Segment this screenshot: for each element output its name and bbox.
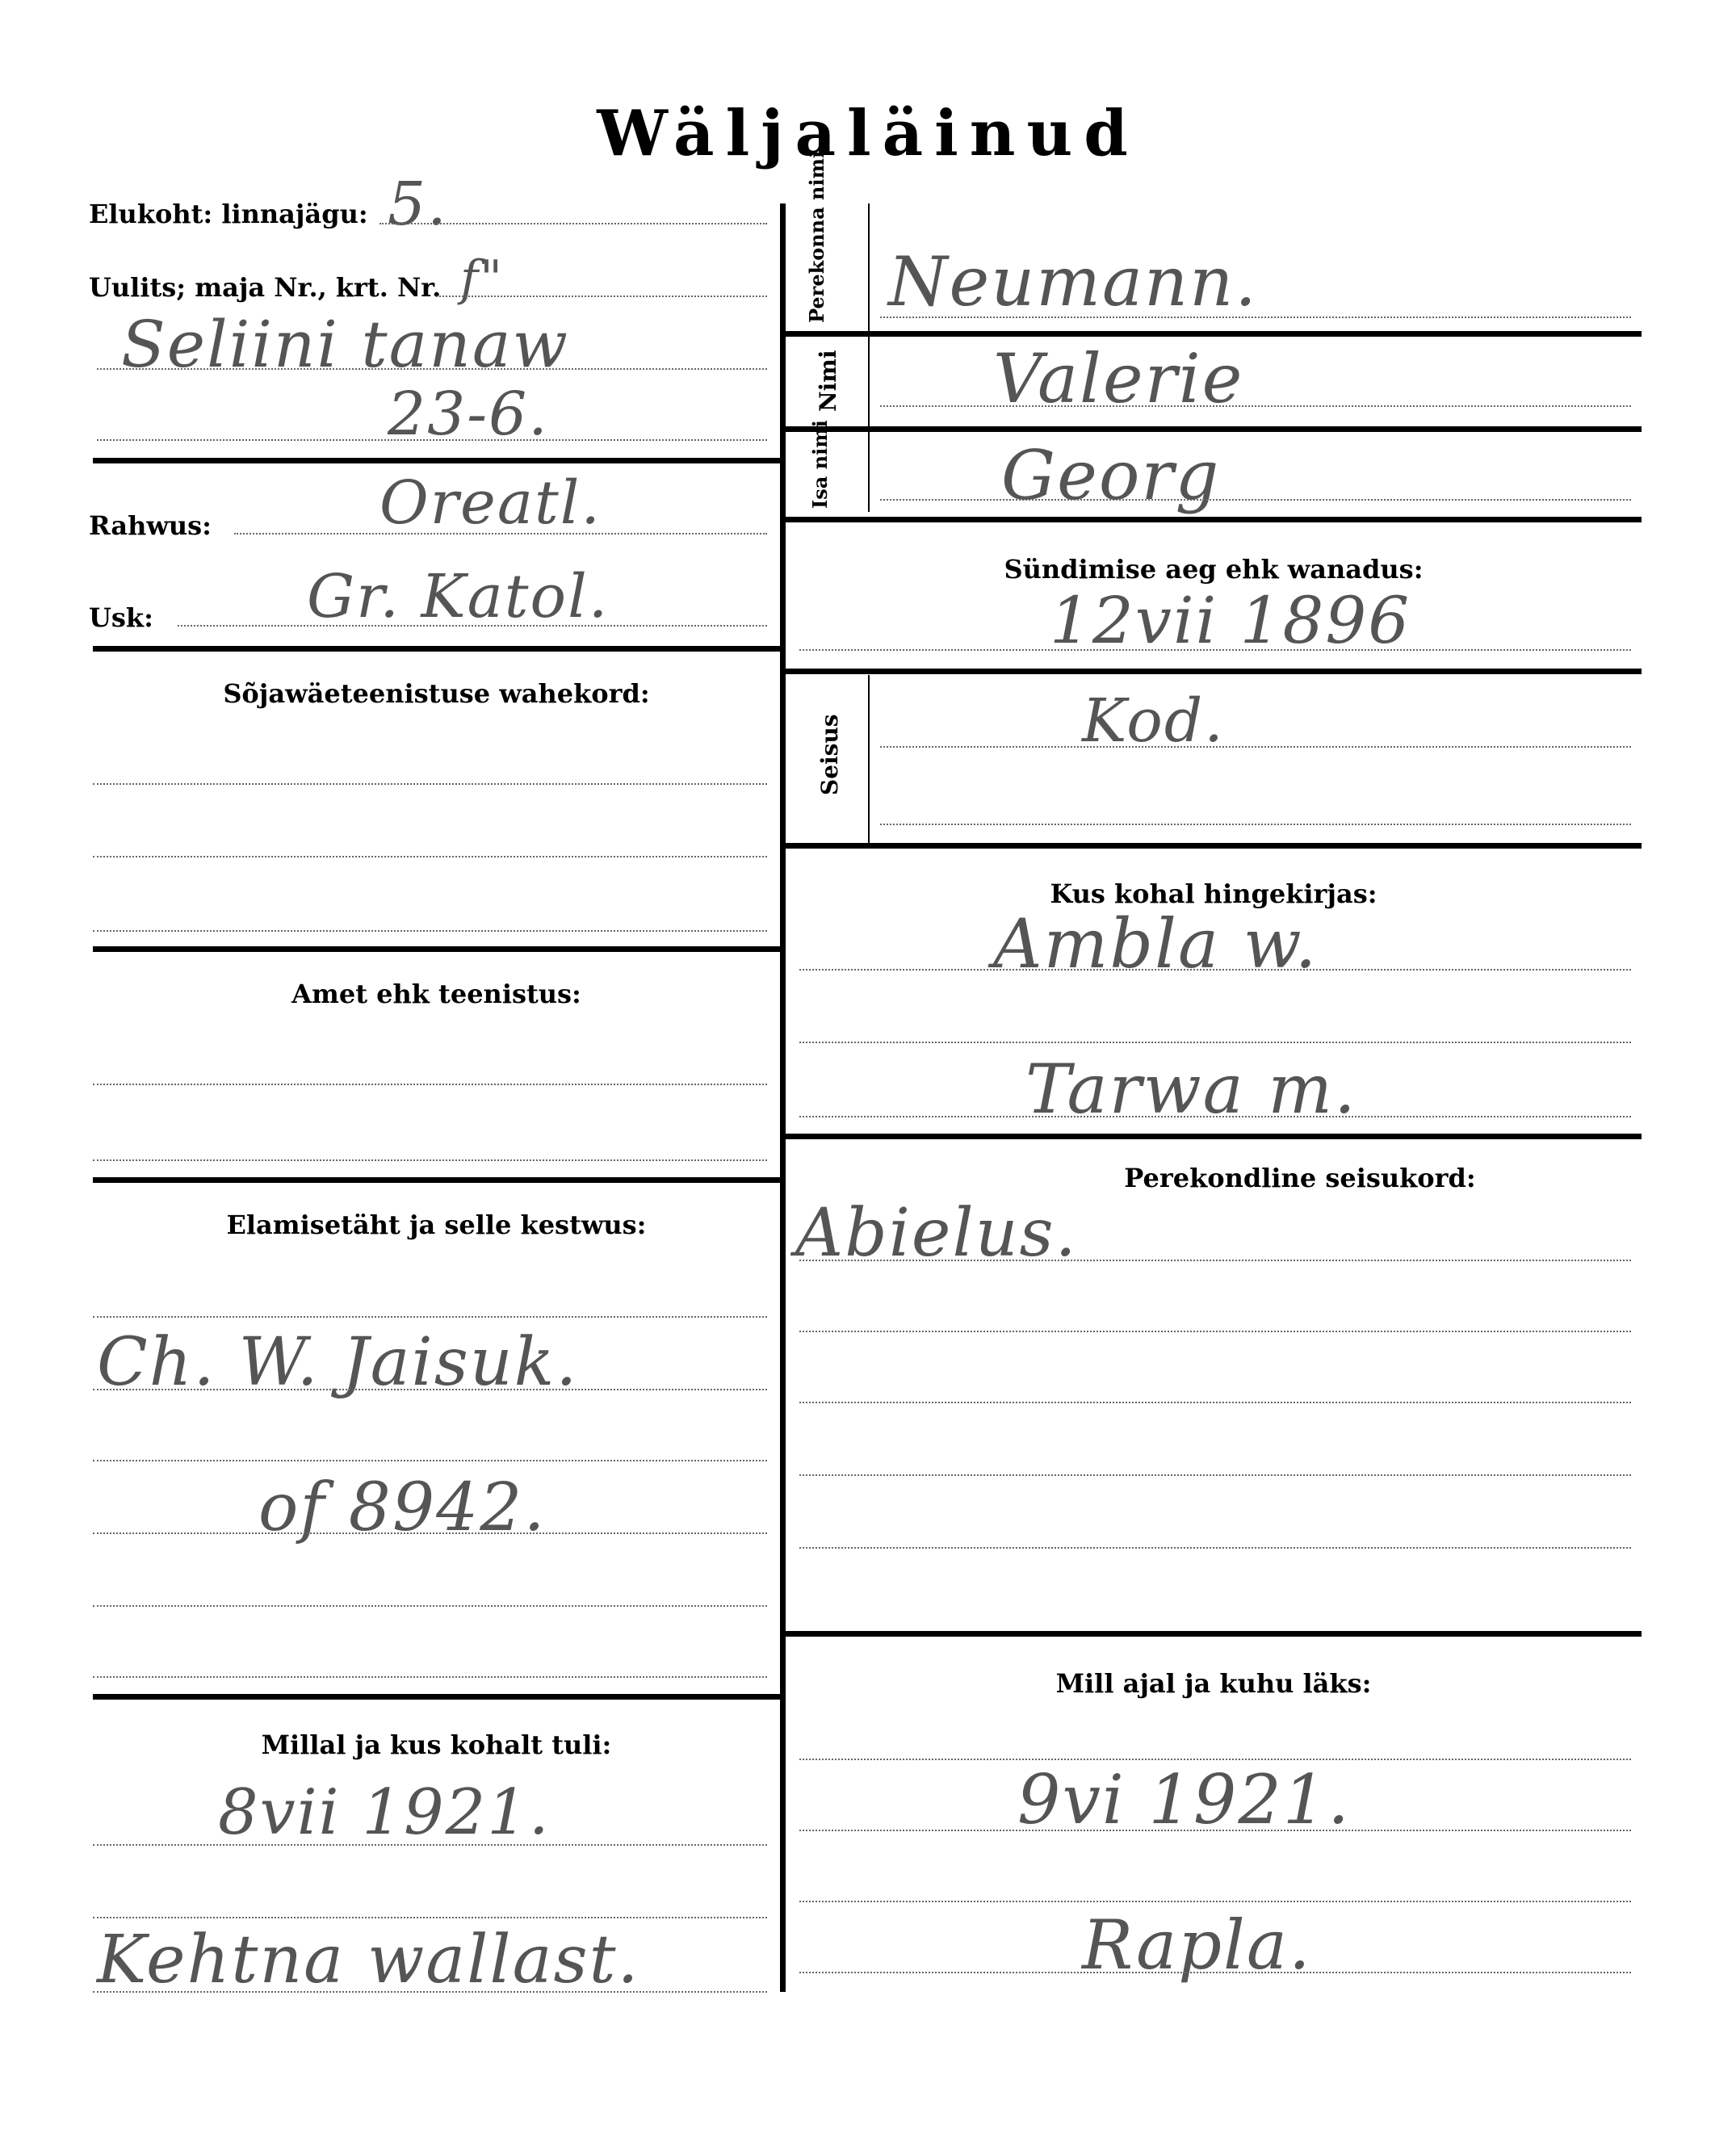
kus-kohal-value-1: Ambla w. bbox=[993, 904, 1319, 983]
elamis-line-5 bbox=[93, 1605, 767, 1607]
rahwus-value: Oreatl. bbox=[379, 468, 602, 538]
millal-value-2: Kehtna wallast. bbox=[97, 1922, 640, 1998]
mill-ajal-value-1: 9vi 1921. bbox=[1017, 1760, 1351, 1839]
nimi-value: Valerie bbox=[993, 339, 1244, 418]
millal-line-1 bbox=[93, 1844, 767, 1846]
rule-right-5 bbox=[786, 843, 1642, 849]
perekonna-nimi-value: Neumann. bbox=[888, 242, 1258, 321]
kus-kohal-line-2 bbox=[799, 1042, 1631, 1043]
usk-line bbox=[178, 625, 767, 627]
rule-right-7 bbox=[786, 1631, 1642, 1637]
amet-line-2 bbox=[93, 1159, 767, 1161]
elukoht-label: Elukoht: linnajägu: bbox=[89, 199, 368, 229]
rule-left-1 bbox=[93, 458, 780, 463]
mill-ajal-line-3 bbox=[799, 1901, 1631, 1902]
uulits-line-2 bbox=[97, 368, 767, 370]
elamis-line-6 bbox=[93, 1676, 767, 1678]
center-divider bbox=[780, 203, 786, 1992]
millal-label: Millal ja kus kohalt tuli: bbox=[261, 1729, 612, 1760]
sojawae-label: Sõjawäeteenistuse wahekord: bbox=[223, 678, 650, 709]
perekondline-label: Perekondline seisukord: bbox=[1124, 1163, 1476, 1193]
mill-ajal-value-2: Rapla. bbox=[1082, 1906, 1312, 1985]
elukoht-value: 5. bbox=[388, 170, 448, 239]
synd-line bbox=[799, 649, 1631, 651]
elamis-value-1: Ch. W. Jaisuk. bbox=[97, 1324, 579, 1401]
perekondline-value: Abielus. bbox=[795, 1195, 1078, 1272]
elukoht-line bbox=[379, 223, 767, 224]
uulits-value-2: Seliini tanaw bbox=[121, 307, 569, 382]
mill-ajal-label: Mill ajal ja kuhu läks: bbox=[1055, 1668, 1372, 1699]
perekondline-line-2 bbox=[799, 1331, 1631, 1332]
mill-ajal-line-2 bbox=[799, 1830, 1631, 1831]
kus-kohal-value-2: Tarwa m. bbox=[1025, 1050, 1357, 1129]
elamis-line-2 bbox=[93, 1389, 767, 1390]
perekondline-line-1 bbox=[799, 1260, 1631, 1261]
seisus-label-divider bbox=[868, 675, 870, 843]
millal-line-3 bbox=[93, 1991, 767, 1993]
seisus-value: Kod. bbox=[1082, 686, 1225, 756]
rule-left-3 bbox=[93, 946, 780, 952]
rule-right-4 bbox=[786, 669, 1642, 674]
sojawae-line-2 bbox=[93, 856, 767, 857]
elamis-line-1 bbox=[93, 1316, 767, 1318]
elamis-line-4 bbox=[93, 1532, 767, 1534]
usk-value: Gr. Katol. bbox=[307, 562, 610, 631]
nimi-label: Nimi bbox=[815, 350, 841, 412]
rule-right-3 bbox=[786, 517, 1642, 522]
amet-line-1 bbox=[93, 1084, 767, 1085]
usk-label: Usk: bbox=[89, 602, 153, 633]
amet-label: Amet ehk teenistus: bbox=[291, 979, 581, 1009]
perekondline-line-4 bbox=[799, 1474, 1631, 1476]
nimi-line bbox=[880, 405, 1631, 407]
millal-value-1: 8vii 1921. bbox=[218, 1776, 551, 1849]
kus-kohal-line-3 bbox=[799, 1116, 1631, 1117]
rule-left-5 bbox=[93, 1694, 780, 1700]
perekonna-nimi-label: Perekonna nimi bbox=[805, 150, 828, 323]
uulits-line-3 bbox=[97, 439, 767, 441]
mill-ajal-line-4 bbox=[799, 1972, 1631, 1973]
perekondline-line-3 bbox=[799, 1402, 1631, 1403]
rahwus-line bbox=[234, 533, 767, 535]
kus-kohal-line-1 bbox=[799, 969, 1631, 971]
rahwus-label: Rahwus: bbox=[89, 510, 212, 541]
sojawae-line-3 bbox=[93, 930, 767, 932]
rule-right-6 bbox=[786, 1134, 1642, 1139]
seisus-line-1 bbox=[880, 746, 1631, 748]
isa-nimi-value: Georg bbox=[1001, 436, 1221, 515]
seisus-label: Seisus bbox=[816, 714, 843, 795]
form-title: Wäljaläinud bbox=[597, 97, 1139, 170]
synd-label: Sündimise aeg ehk wanadus: bbox=[1004, 554, 1424, 585]
rule-left-4 bbox=[93, 1177, 780, 1183]
rule-left-2 bbox=[93, 646, 780, 652]
isa-nimi-label: Isa nimi bbox=[808, 420, 832, 509]
isa-nimi-line bbox=[880, 499, 1631, 501]
millal-line-2 bbox=[93, 1917, 767, 1918]
uulits-line-1 bbox=[436, 296, 767, 297]
seisus-line-2 bbox=[880, 824, 1631, 825]
elamis-label: Elamisetäht ja selle kestwus: bbox=[226, 1210, 647, 1240]
kus-kohal-label: Kus kohal hingekirjas: bbox=[1050, 878, 1377, 909]
uulits-label: Uulits; maja Nr., krt. Nr. bbox=[89, 272, 442, 303]
elamis-line-3 bbox=[93, 1460, 767, 1461]
uulits-value-3: 23-6. bbox=[388, 379, 549, 449]
perekondline-line-5 bbox=[799, 1547, 1631, 1549]
sojawae-line-1 bbox=[93, 783, 767, 785]
uulits-value-1: f" bbox=[460, 250, 504, 307]
rule-right-2 bbox=[786, 426, 1642, 432]
elamis-value-2: of 8942. bbox=[258, 1470, 547, 1546]
perekonna-nimi-line bbox=[880, 317, 1631, 318]
rule-right-1 bbox=[786, 331, 1642, 337]
synd-value: 12vii 1896 bbox=[1050, 583, 1411, 658]
right-label-divider bbox=[868, 203, 870, 512]
